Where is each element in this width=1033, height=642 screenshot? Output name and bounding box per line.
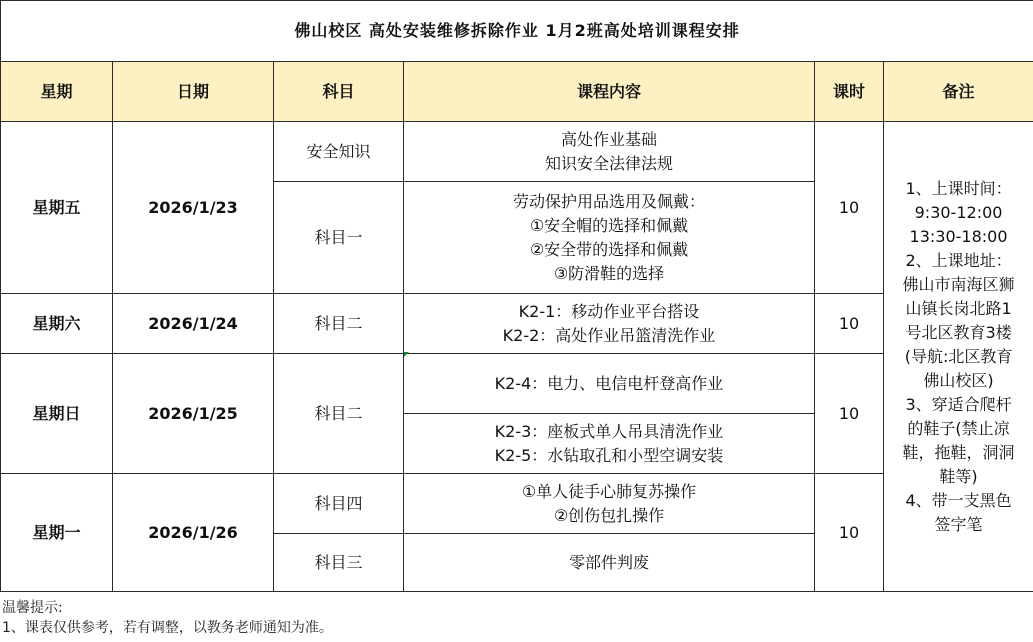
content-cell (404, 354, 815, 414)
note-line: 2、上课地址： (905, 250, 1012, 270)
content-line: 劳动保护用品选用及佩戴： (512, 191, 705, 211)
note-line: 号北区教育3楼 (905, 322, 1012, 342)
content-line: ①安全帽的选择和佩戴 (529, 215, 689, 235)
hours-cell: 10 (815, 474, 884, 592)
hours-cell: 10 (815, 354, 884, 474)
note-line: 山镇长岗北路1 (905, 298, 1012, 318)
content-cell (404, 534, 815, 592)
subject-cell: 科目一 (274, 182, 404, 294)
header-date: 日期 (113, 62, 274, 122)
header-weekday: 星期 (1, 62, 113, 122)
notes-cell (884, 122, 1033, 592)
header-subject: 科目 (274, 62, 404, 122)
note-line: (导航:北区教育 (904, 346, 1013, 366)
content-line: 高处作业基础 (560, 129, 657, 149)
note-line: 9:30-12:00 (914, 202, 1003, 222)
header-notes: 备注 (884, 62, 1033, 122)
subject-cell: 科目三 (274, 534, 404, 592)
weekday-cell: 星期一 (1, 474, 113, 592)
date-cell: 2026/1/26 (113, 474, 274, 592)
content-line: K2-2：高处作业吊篮清洗作业 (502, 325, 716, 345)
table-row (1, 474, 1033, 534)
note-line: 签字笔 (934, 514, 983, 534)
date-cell: 2026/1/24 (113, 294, 274, 354)
subject-cell: 安全知识 (274, 122, 404, 182)
note-line: 佛山市南海区狮 (902, 274, 1015, 294)
table-row (1, 354, 1033, 414)
header-hours: 课时 (815, 62, 884, 122)
note-line: 鞋，拖鞋，洞洞 (902, 442, 1015, 462)
note-line: 1、上课时间： (905, 178, 1012, 198)
tip-item: 1、课表仅供参考，若有调整，以教务老师通知为准。 (2, 620, 333, 636)
content-line: ③防滑鞋的选择 (553, 263, 665, 283)
note-line: 的鞋子(禁止凉 (907, 418, 1010, 438)
table-row (1, 122, 1033, 182)
content-line: ②安全带的选择和佩戴 (529, 239, 689, 259)
content-line: K2-1：移动作业平台搭设 (518, 301, 700, 321)
content-cell (404, 414, 815, 474)
content-line: 零部件判废 (568, 552, 649, 572)
content-line: K2-4：电力、电信电杆登高作业 (494, 373, 724, 393)
header-content: 课程内容 (404, 62, 815, 122)
note-line: 13:30-18:00 (909, 226, 1008, 246)
content-line: K2-3：座板式单人吊具清洗作业 (494, 421, 724, 441)
content-line: 知识安全法律法规 (544, 153, 673, 173)
hours-cell: 10 (815, 294, 884, 354)
content-cell (404, 122, 815, 182)
date-cell: 2026/1/25 (113, 354, 274, 474)
note-line: 3、穿适合爬杆 (905, 394, 1012, 414)
subject-cell: 科目四 (274, 474, 404, 534)
subject-cell: 科目二 (274, 354, 404, 474)
note-line: 鞋等) (939, 466, 978, 486)
page-title: 佛山校区 高处安装维修拆除作业 1月2班高处培训课程安排 (1, 1, 1033, 62)
tips-block (2, 598, 333, 638)
note-line: 4、带一支黑色 (905, 490, 1012, 510)
weekday-cell: 星期六 (1, 294, 113, 354)
tips-heading: 温馨提示: (2, 600, 63, 616)
subject-cell: 科目二 (274, 294, 404, 354)
note-line: 佛山校区) (923, 370, 994, 390)
content-line: ①单人徒手心肺复苏操作 (521, 481, 697, 501)
content-line: ②创伤包扎操作 (553, 505, 665, 525)
hours-cell: 10 (815, 122, 884, 294)
table-row (1, 294, 1033, 354)
date-cell: 2026/1/23 (113, 122, 274, 294)
weekday-cell: 星期五 (1, 122, 113, 294)
cell-comment-marker (404, 352, 409, 357)
content-cell (404, 474, 815, 534)
weekday-cell: 星期日 (1, 354, 113, 474)
content-cell (404, 294, 815, 354)
content-cell (404, 182, 815, 294)
content-line: K2-5：水钻取孔和小型空调安装 (494, 445, 724, 465)
